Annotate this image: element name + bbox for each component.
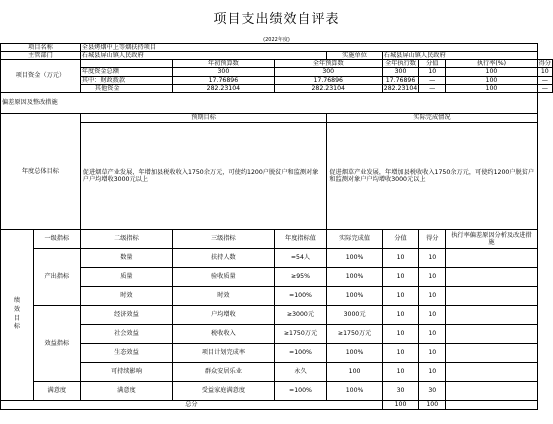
indicator-actual: 100 [327, 362, 382, 381]
indicator-level3: 税收收入 [173, 324, 275, 343]
header-deviation: 执行率偏差原因分析及改进措施 [446, 229, 537, 248]
total-deviation [446, 400, 537, 409]
indicator-score-value: 10 [382, 248, 418, 267]
indicator-level2: 社会效益 [80, 324, 172, 343]
total-row [1, 400, 553, 409]
impl-value: 石城县屏山镇人民政府 [382, 52, 537, 60]
dept-value: 石城县屏山镇人民政府 [80, 52, 327, 60]
total-label: 总分 [1, 400, 383, 409]
goals-content-row [1, 122, 553, 229]
indicator-row [1, 248, 553, 267]
indicator-header-row [1, 229, 553, 248]
indicator-level3: 扶持人数 [173, 248, 275, 267]
indicator-score: 10 [419, 362, 446, 381]
funds-header-score: 得分 [538, 60, 551, 68]
indicator-score: 10 [419, 248, 446, 267]
indicator-level2: 时效 [80, 286, 172, 305]
header-level2: 二级指标 [80, 229, 172, 248]
project-name-value: 全县烤烟中上等烟扶持项目 [80, 44, 537, 52]
funds-row-annual: 17.76896 [274, 76, 382, 84]
impl-label: 实施单位 [327, 52, 382, 60]
indicator-level3: 受益家庭满意度 [173, 381, 275, 400]
deviation-row [1, 92, 553, 113]
header-level1: 一级指标 [33, 229, 80, 248]
funds-row-score-value: — [419, 76, 446, 84]
indicator-score-value: 10 [382, 324, 418, 343]
indicator-level3: 户均增收 [173, 305, 275, 324]
indicator-deviation [446, 305, 537, 324]
indicator-row [1, 286, 553, 305]
sheet-title: 项目支出绩效自评表 [213, 12, 340, 27]
funds-row-executed: 282.23104 [383, 84, 418, 92]
indicator-score: 10 [419, 305, 446, 324]
funds-header-row [1, 60, 553, 68]
indicator-score-value: 10 [382, 267, 418, 286]
indicator-score: 10 [419, 267, 446, 286]
actual-goal-header: 实际完成情况 [327, 113, 537, 122]
indicator-actual: 100% [327, 343, 382, 362]
indicator-deviation [446, 381, 537, 400]
indicator-score: 30 [419, 381, 446, 400]
funds-row-executed: 17.76896 [382, 76, 418, 84]
funds-row-score: — [537, 76, 552, 84]
indicator-target: ≥1750万元 [274, 324, 327, 343]
indicator-deviation [446, 267, 537, 286]
funds-row [1, 76, 553, 84]
funds-row-annual: 300 [274, 68, 382, 76]
indicator-score-value: 30 [382, 381, 418, 400]
funds-row-initial: 282.23104 [173, 84, 275, 92]
indicator-deviation [446, 362, 537, 381]
funds-header-executed: 全年执行数 [382, 60, 418, 68]
funds-row-label: 其他资金 [80, 84, 172, 92]
indicator-actual: 3000元 [327, 305, 382, 324]
funds-label: 项目资金（万元） [1, 60, 81, 93]
indicator-target: =100% [274, 343, 327, 362]
indicator-target: =100% [274, 381, 327, 400]
indicator-level2: 经济效益 [80, 305, 172, 324]
level1-satisfaction: 满意度 [33, 381, 80, 400]
indicator-target: =100% [274, 286, 327, 305]
indicator-score: 10 [419, 324, 446, 343]
department-row [1, 52, 553, 60]
indicator-level3: 群众安居乐业 [173, 362, 275, 381]
indicator-actual: 100% [327, 248, 382, 267]
level1-benefit: 效益指标 [33, 305, 80, 381]
funds-row-label: 其中：财政拨款 [80, 76, 172, 84]
funds-row-score-value: — [419, 84, 446, 92]
expected-goal-text: 促进烟草产业发展，年增加县税收收入1750余万元，可使约1200户脱贫户和监测对象户户均增收3000元以上 [80, 122, 327, 229]
funds-header-score-value: 分值 [419, 60, 446, 68]
indicator-row [1, 343, 553, 362]
actual-goal-text: 促进烟草产业发展，年增加县税收收入1750余万元，可使约1200户脱贫户和监测对象户户均增收3000元以上 [327, 122, 537, 229]
total-score: 100 [419, 400, 446, 409]
indicator-row [1, 267, 553, 286]
funds-header-annual: 全年预算数 [274, 60, 382, 68]
level1-output: 产出指标 [33, 248, 80, 305]
funds-row [1, 68, 553, 76]
goals-header-row [1, 113, 553, 122]
funds-header-rate: 执行率(%) [446, 60, 537, 68]
indicator-deviation [446, 286, 537, 305]
sheet-year: (2022年度) [263, 37, 290, 43]
indicator-actual: ≥1750万元 [327, 324, 382, 343]
indicator-score-value: 10 [382, 286, 418, 305]
annual-goal-label: 年度总体目标 [1, 113, 81, 229]
indicator-row [1, 362, 553, 381]
indicator-target: 永久 [274, 362, 327, 381]
indicator-target: ≥3000元 [274, 305, 327, 324]
indicator-row [1, 305, 553, 324]
indicator-score-value: 10 [382, 305, 418, 324]
dept-label: 主管部门 [1, 52, 81, 60]
funds-row-initial: 300 [173, 68, 275, 76]
funds-row-rate: 100 [446, 84, 537, 92]
indicator-actual: 100% [327, 286, 382, 305]
indicator-level2: 满意度 [80, 381, 172, 400]
indicator-deviation [446, 343, 537, 362]
indicator-row [1, 324, 553, 343]
indicator-score-value: 10 [382, 343, 418, 362]
indicator-level2: 数量 [80, 248, 172, 267]
header-score: 得分 [419, 229, 446, 248]
indicator-level2: 生态效益 [80, 343, 172, 362]
indicator-level3: 验收质量 [173, 267, 275, 286]
funds-row-rate: 100 [446, 68, 537, 76]
indicator-level2: 质量 [80, 267, 172, 286]
header-actual: 实际完成值 [327, 229, 382, 248]
indicator-level2: 可持续影响 [80, 362, 172, 381]
funds-row-executed: 300 [382, 68, 418, 76]
funds-row-annual: 282.23104 [274, 84, 382, 92]
funds-row-label: 年度资金总额 [80, 68, 172, 76]
funds-row-score-value: 10 [419, 68, 446, 76]
header-level3: 三级指标 [173, 229, 275, 248]
total-score-value: 100 [382, 400, 418, 409]
indicator-target: ≥95% [274, 267, 327, 286]
indicator-target: =54人 [274, 248, 327, 267]
indicator-score: 10 [419, 343, 446, 362]
indicator-deviation [446, 324, 537, 343]
indicator-row [1, 381, 553, 400]
funds-header-initial: 年初预算数 [173, 60, 275, 68]
funds-row-score: — [537, 84, 552, 92]
expected-goal-header: 预期目标 [80, 113, 327, 122]
funds-row [1, 84, 553, 92]
indicator-score-value: 10 [382, 362, 418, 381]
project-name-row [1, 44, 553, 52]
indicator-level3: 项目计划完成率 [173, 343, 275, 362]
indicator-deviation [446, 248, 537, 267]
header-score-value: 分值 [382, 229, 418, 248]
evaluation-table [0, 43, 553, 410]
project-name-label: 项目名称 [1, 44, 81, 52]
funds-row-initial: 17.76896 [173, 76, 275, 84]
funds-row-score: 10 [537, 68, 552, 76]
deviation-label: 偏差原因及整改措施 [1, 92, 538, 113]
indicator-actual: 100% [327, 267, 382, 286]
funds-row-rate: 100 [446, 76, 537, 84]
indicator-level3: 时效 [173, 286, 275, 305]
header-target: 年度指标值 [274, 229, 327, 248]
indicator-actual: 100% [327, 381, 382, 400]
perf-target-label: 绩效目标 [1, 229, 34, 400]
indicator-score: 10 [419, 286, 446, 305]
